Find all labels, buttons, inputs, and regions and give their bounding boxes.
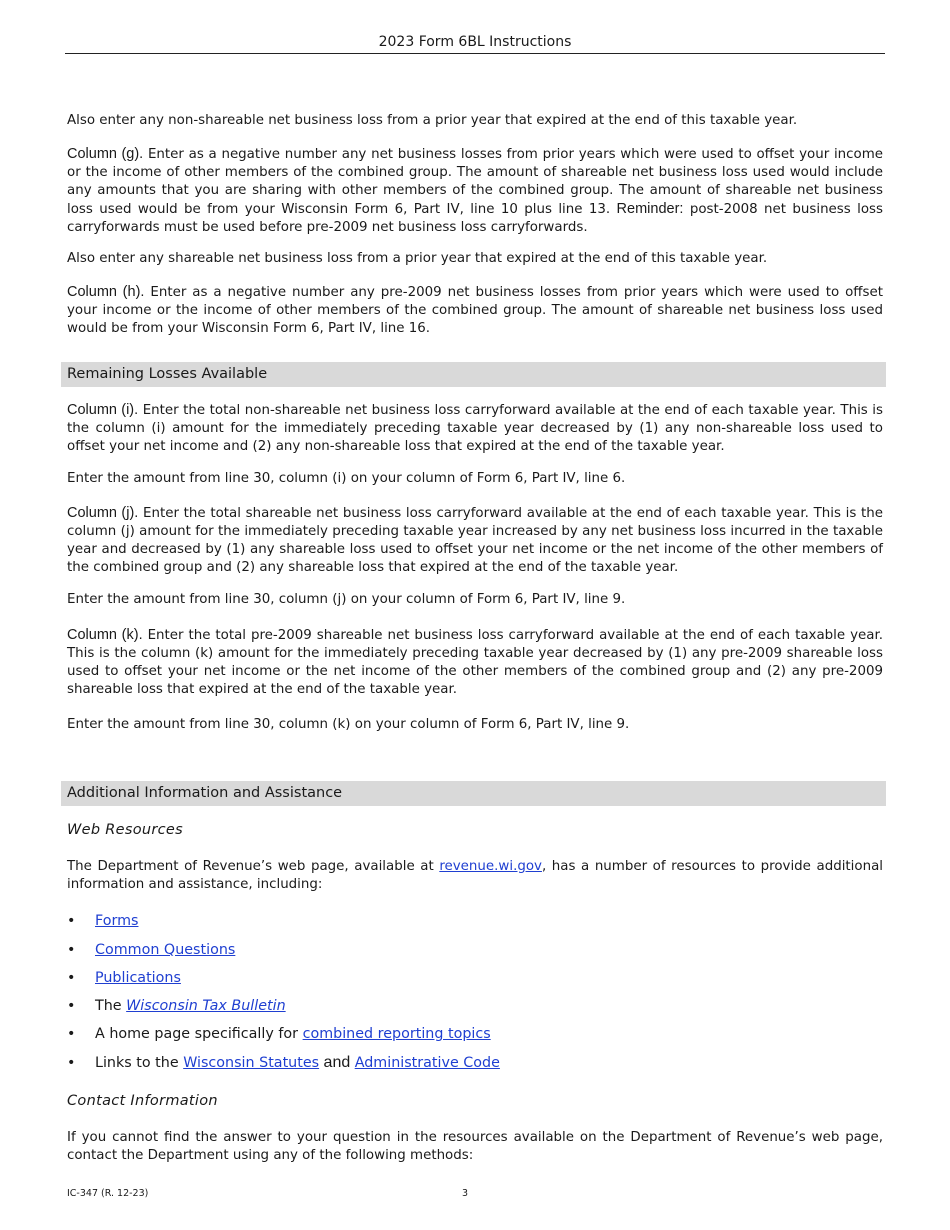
enter-amount-k: Enter the amount from line 30, column (k) on your column of Form 6, Part IV, line 9. (67, 717, 630, 732)
column-i-lead: Column (i). (67, 402, 139, 418)
bullet-icon: • (67, 970, 76, 986)
bullet-icon: • (67, 942, 76, 958)
page-header-title: 2023 Form 6BL Instructions (378, 34, 572, 50)
home-page-text: A home page specifically for (95, 1026, 303, 1042)
column-j-lead: Column (j). (67, 505, 139, 521)
bullet-icon: • (67, 913, 76, 929)
reminder-label: Reminder: (616, 201, 684, 217)
column-k-text: Enter the total pre-2009 shareable net business loss carryforward available at the end of each taxable year. This is the column (k) amount for the immediately preceding taxable year decreased by (1) any pre-2009 shareable loss used to offset your net income or the net income of the other members of the combined group and (2) any pre-2009 shareable loss that expired at the end of the taxable year. (67, 628, 883, 697)
revenue-website-link[interactable]: revenue.wi.gov (439, 859, 542, 874)
links-text: Links to the (95, 1055, 184, 1071)
administrative-code-link[interactable]: Administrative Code (354, 1055, 500, 1071)
shareable-expired-paragraph: Also enter any shareable net business loss from a prior year that expired at the end of this taxable year. (67, 251, 768, 266)
column-h-text: Enter as a negative number any pre-2009 net business losses from prior years which were used to offset your income or the income of other members of the combined group. The amount of shareable net business loss used would be from your Wisconsin Form 6, Part IV, line 16. (67, 285, 884, 336)
column-g-reminder-text: post-2008 net business loss carryforwards must be used before pre-2009 net business loss carryforwards. (67, 202, 883, 235)
column-h-lead: Column (h). (67, 284, 145, 300)
contact-info-heading: Contact Information (67, 1093, 218, 1109)
combined-reporting-link[interactable]: combined reporting topics (302, 1026, 491, 1042)
column-i-text: Enter the total non-shareable net business loss carryforward available at the end of each taxable year. This is the column (i) amount for the immediately preceding taxable year decreased by (1) any non-shareable loss used to offset your net income and (2) any non-shareable loss that expired at the end of the taxable year. (67, 403, 883, 454)
web-resources-heading: Web Resources (67, 822, 183, 838)
intro-text: The Department of Revenue’s web page, available at (67, 859, 440, 874)
intro-text-after: , has a number of resources to provide additional information and assistance, including: (67, 859, 883, 892)
section-heading-remaining-losses: Remaining Losses Available (67, 366, 268, 382)
common-questions-link[interactable]: Common Questions (95, 942, 236, 958)
section-bar-remaining-losses (61, 362, 886, 387)
column-j-text: Enter the total shareable net business loss carryforward available at the end of each taxable year. This is the column (j) amount for the immediately preceding taxable year increased by any net business loss incurred in the taxable year and decreased by (1) any shareable loss used to offset your net income or the net income of the other members of the combined group and (2) any shareable loss that expired at the end of the taxable year. (67, 506, 883, 575)
column-j-paragraph (67, 504, 883, 577)
forms-link[interactable]: Forms (95, 913, 139, 929)
column-k-lead: Column (k). (67, 627, 143, 643)
enter-amount-j: Enter the amount from line 30, column (j) on your column of Form 6, Part IV, line 9. (67, 592, 626, 607)
column-h-paragraph (67, 283, 883, 338)
resource-list (67, 912, 883, 1082)
bullet-icon: • (67, 1026, 76, 1042)
bullet-icon: • (67, 998, 76, 1014)
bullet-icon: • (67, 1055, 76, 1071)
footer-form-id: IC-347 (R. 12-23) (67, 1188, 149, 1199)
column-k-paragraph (67, 626, 883, 699)
header-rule (65, 53, 885, 54)
nonshareable-expired-paragraph: Also enter any non-shareable net business loss from a prior year that expired at the end of this taxable year. (67, 113, 798, 128)
column-g-text: Enter as a negative number any net business losses from prior years which were used to offset your income or the income of other members of the combined group. The amount of shareable net business loss used would include any amounts that you are sharing with other members of the combined group. The amount of shareable net business loss used would be from your Wisconsin Form 6, Part IV, line 10 plus line 13. (67, 147, 883, 217)
wisconsin-tax-bulletin-link[interactable]: Wisconsin Tax Bulletin (126, 998, 286, 1014)
section-bar-additional-info (61, 781, 886, 806)
contact-info-paragraph: If you cannot find the answer to your question in the resources available on the Department of Revenue’s web page, contact the Department using any of the following methods: (67, 1130, 883, 1163)
section-heading-additional-info: Additional Information and Assistance (67, 785, 343, 801)
wisconsin-statutes-link[interactable]: Wisconsin Statutes (183, 1055, 320, 1071)
column-i-paragraph (67, 401, 883, 456)
footer-page-number: 3 (462, 1188, 469, 1199)
enter-amount-i: Enter the amount from line 30, column (i) on your column of Form 6, Part IV, line 6. (67, 471, 626, 486)
publications-link[interactable]: Publications (95, 970, 181, 986)
web-resources-intro (67, 858, 883, 894)
and-text: and (319, 1054, 355, 1071)
the-text: The (95, 998, 127, 1014)
column-g-lead: Column (g). (67, 146, 144, 162)
column-g-paragraph (67, 145, 883, 237)
